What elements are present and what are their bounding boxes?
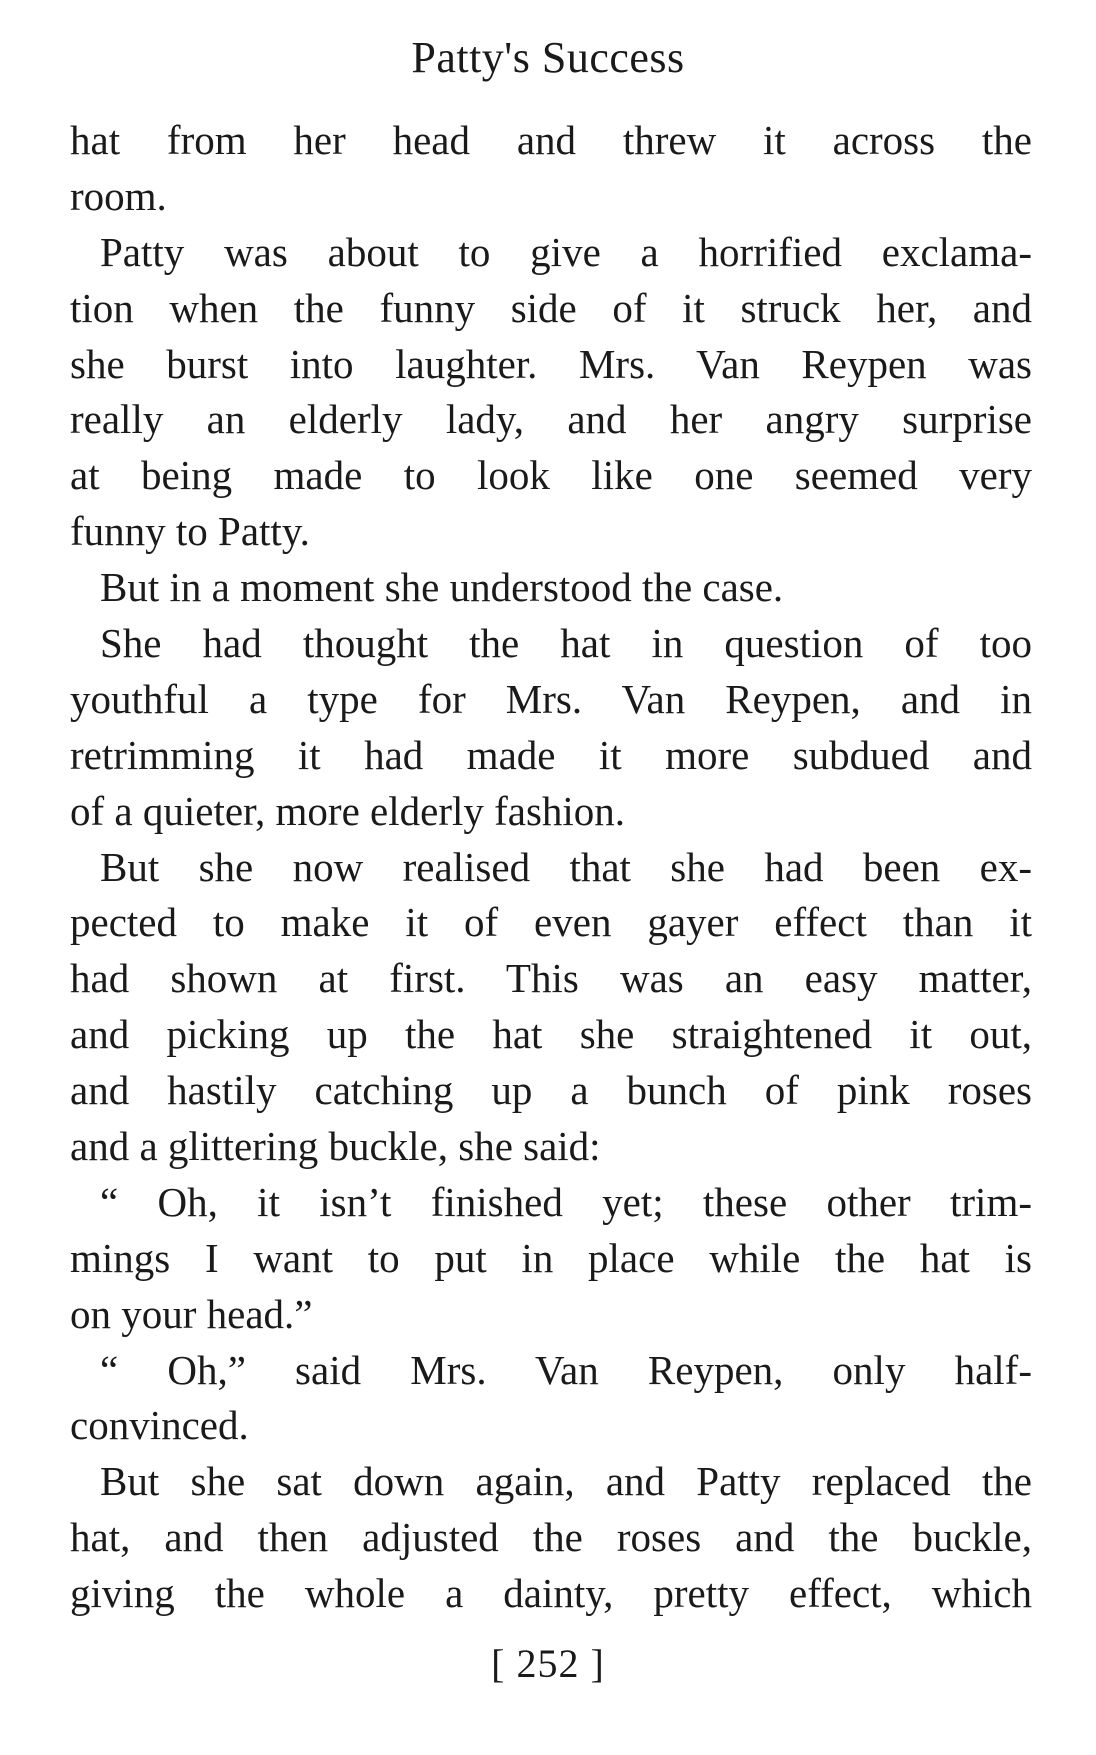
text-line: youthful a type for Mrs. Van Reypen, and in xyxy=(70,675,1032,722)
text-line: and a glittering buckle, she said: xyxy=(70,1123,601,1170)
text-line: convinced. xyxy=(70,1402,249,1449)
text-line: really an elderly lady, and her angry surprise xyxy=(70,396,1032,443)
text-line: hat, and then adjusted the roses and the buckle, xyxy=(70,1514,1032,1561)
text-line: “ Oh, it isn’t finished yet; these other trim- xyxy=(100,1178,1032,1225)
text-line: But in a moment she understood the case. xyxy=(100,564,784,611)
text-line: giving the whole a dainty, pretty effect, which xyxy=(70,1570,1032,1617)
text-line: and hastily catching up a bunch of pink roses xyxy=(70,1067,1032,1114)
body-text xyxy=(70,113,1032,1622)
text-line: tion when the funny side of it struck her, and xyxy=(70,284,1032,331)
text-line: But she now realised that she had been ex- xyxy=(100,843,1032,890)
text-line: of a quieter, more elderly fashion. xyxy=(70,787,626,834)
text-line: room. xyxy=(70,172,167,219)
text-line: Patty was about to give a horrified exclama- xyxy=(100,228,1032,275)
page-number: [ 252 ] xyxy=(491,1641,605,1686)
text-line: she burst into laughter. Mrs. Van Reypen was xyxy=(70,340,1032,387)
text-line: mings I want to put in place while the hat is xyxy=(70,1234,1032,1281)
text-line: She had thought the hat in question of too xyxy=(100,620,1032,667)
text-line: hat from her head and threw it across the xyxy=(70,117,1032,163)
text-line: had shown at first. This was an easy matter, xyxy=(70,955,1032,1002)
text-line: But she sat down again, and Patty replaced the xyxy=(100,1458,1032,1505)
text-line: pected to make it of even gayer effect than it xyxy=(70,899,1032,946)
text-line: “ Oh,” said Mrs. Van Reypen, only half- xyxy=(100,1346,1032,1393)
running-head: Patty's Success xyxy=(411,33,685,82)
text-line: retrimming it had made it more subdued and xyxy=(70,731,1032,778)
text-line: and picking up the hat she straightened it out, xyxy=(70,1011,1032,1058)
text-line: on your head.” xyxy=(70,1290,313,1337)
text-line: funny to Patty. xyxy=(70,508,310,555)
text-line: at being made to look like one seemed very xyxy=(70,452,1032,499)
